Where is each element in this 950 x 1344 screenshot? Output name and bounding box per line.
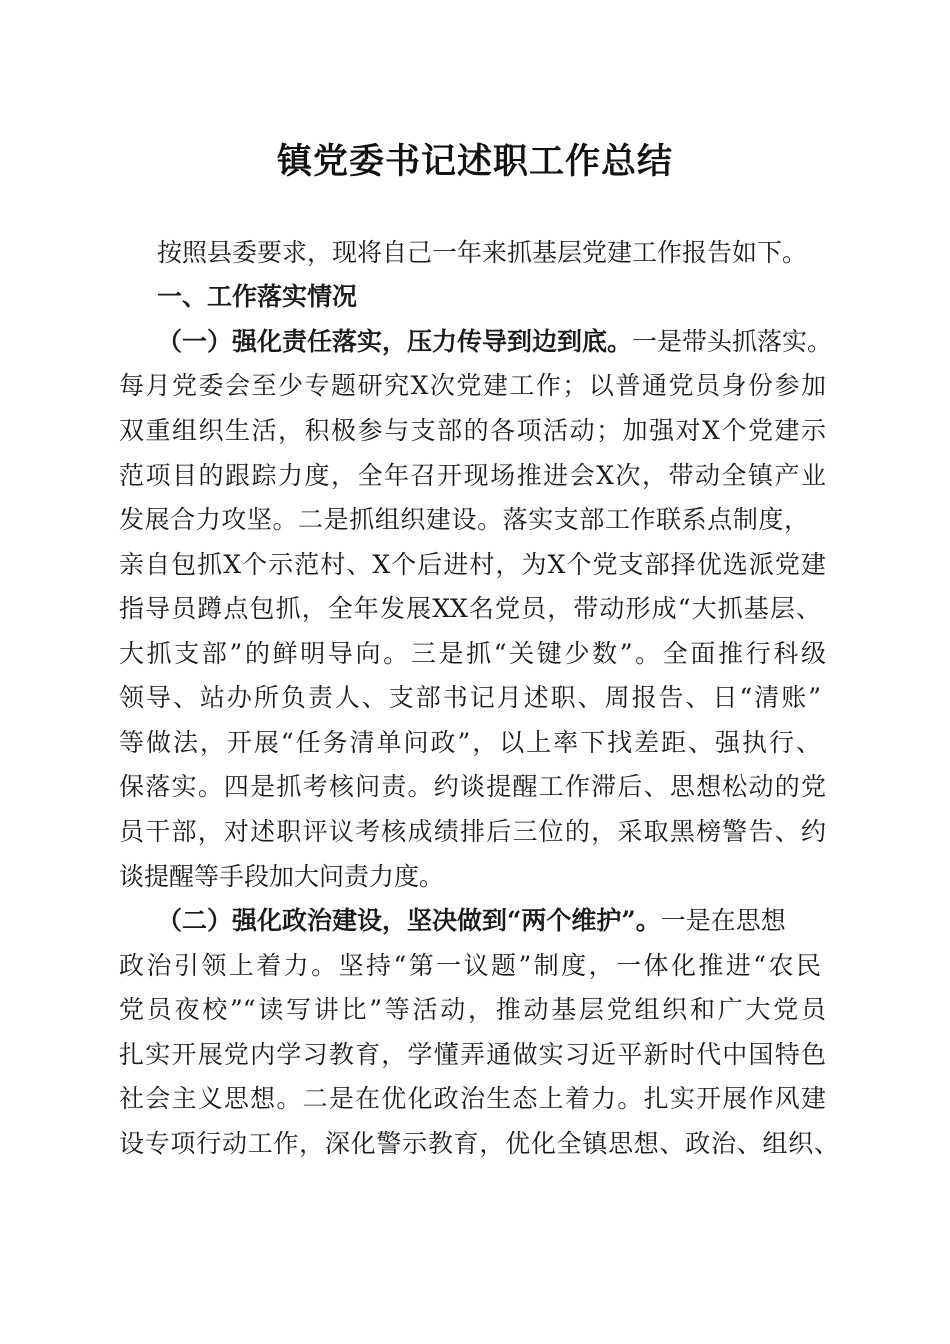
subsection-2-first-line (157, 901, 837, 941)
subsection-2-first-line-text: 一是在思想 (660, 906, 786, 935)
body-line: 每月党委会至少专题研究X次党建工作；以普通党员身份参加 (119, 371, 826, 400)
body-line: 党员夜校”“读写讲比”等活动，推动基层党组织和广大党员 (119, 995, 826, 1024)
body-line: 员干部，对述职评议考核成绩排后三位的，采取黑榜警告、约 (119, 817, 826, 846)
body-line: 发展合力攻坚。二是抓组织建设。落实支部工作联系点制度， (119, 505, 809, 534)
subsection-2-heading: （二）强化政治建设，坚决做到“两个维护”。 (157, 906, 661, 935)
body-line: 社会主义思想。二是在优化政治生态上着力。扎实开展作风建 (119, 1084, 826, 1113)
body-line: 大抓支部”的鲜明导向。三是抓“关键少数”。全面推行科级 (119, 639, 826, 668)
body-line: 范项目的跟踪力度，全年召开现场推进会X次，带动全镇产业 (119, 461, 826, 490)
body-line: 双重组织生活，积极参与支部的各项活动；加强对X个党建示 (119, 416, 826, 445)
body-line: 谈提醒等手段加大问责力度。 (119, 862, 445, 891)
body-line: 保落实。四是抓考核问责。约谈提醒工作滞后、思想松动的党 (119, 772, 826, 801)
document-title: 镇党委书记述职工作总结 (276, 141, 673, 182)
body-line: 指导员蹲点包抓，全年发展XX名党员，带动形成“大抓基层、 (119, 594, 821, 623)
body-line: 领导、站办所负责人、支部书记月述职、周报告、日“清账” (119, 683, 821, 712)
subsection-1-heading: （一）强化责任落实，压力传导到边到底。 (157, 327, 633, 356)
subsection-1-first-line-text: 一是带头抓落实。 (632, 327, 833, 356)
body-line: 政治引领上着力。坚持“第一议题”制度，一体化推进“农民 (119, 951, 821, 980)
body-line: 亲自包抓X个示范村、X个后进村，为X个党支部择优选派党建 (119, 550, 826, 579)
section-heading: 一、工作落实情况 (157, 282, 358, 311)
body-line: 扎实开展党内学习教育，学懂弄通做实习近平新时代中国特色 (119, 1040, 826, 1069)
body-line: 设专项行动工作，深化警示教育，优化全镇思想、政治、组织、 (119, 1129, 839, 1158)
intro-paragraph: 按照县委要求，现将自己一年来抓基层党建工作报告如下。 (157, 238, 808, 267)
body-line: 等做法，开展“任务清单问政”，以上率下找差距、强执行、 (119, 728, 821, 757)
subsection-1-first-line (157, 322, 847, 362)
